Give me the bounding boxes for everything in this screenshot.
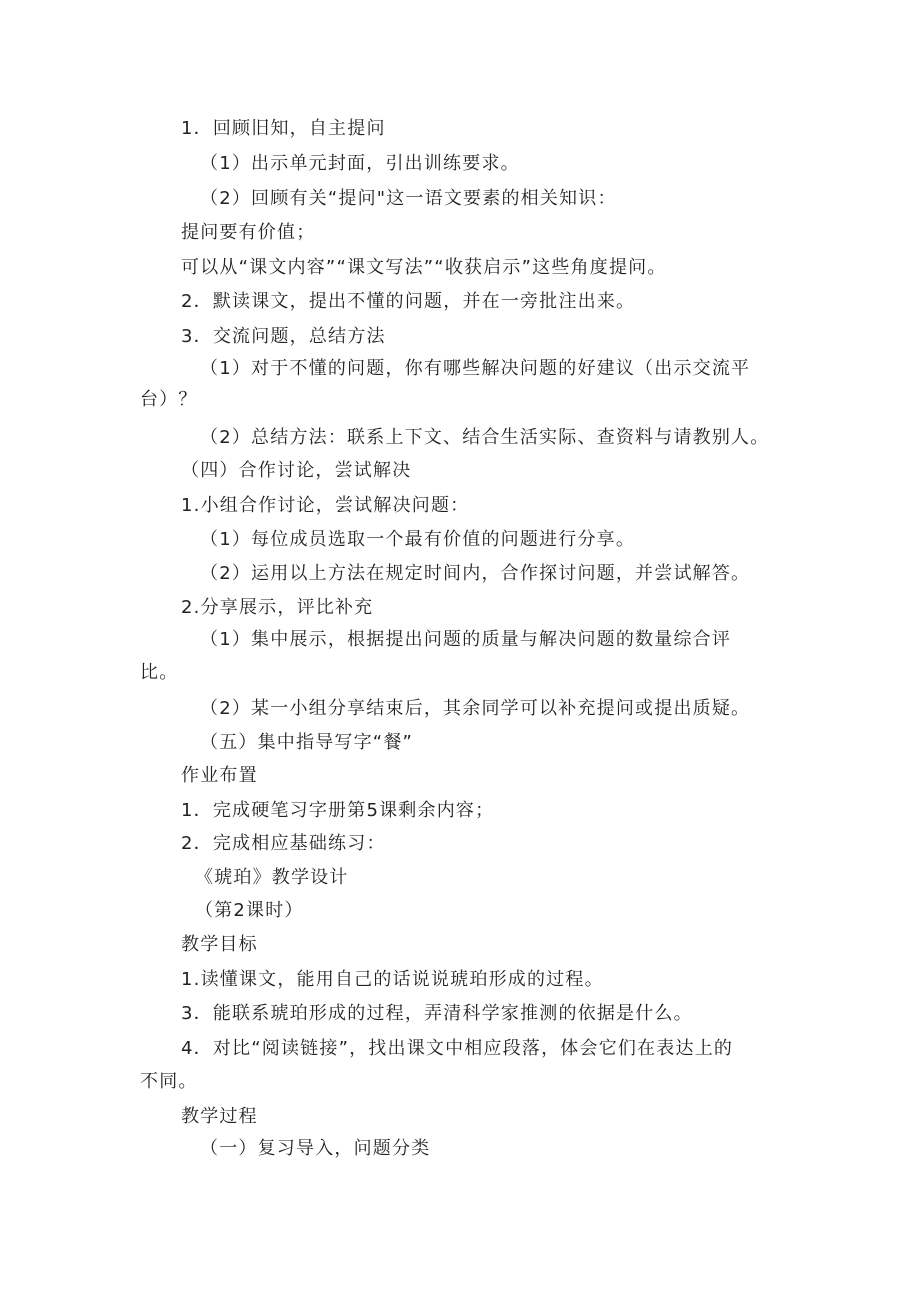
text-line: 2．完成相应基础练习： <box>181 833 386 854</box>
text-line: （1）集中展示，根据提出问题的质量与解决问题的数量综合评 <box>200 629 732 650</box>
text-line: 4．对比“阅读链接”，找出课文中相应段落，体会它们在表达上的 <box>181 1038 734 1059</box>
text-line: （2）回顾有关“提问"这一语文要素的相关知识： <box>200 188 617 209</box>
text-line: （2）总结方法：联系上下文、结合生活实际、查资料与请教别人。 <box>200 427 770 448</box>
text-line: （1）对于不懂的问题，你有哪些解决问题的好建议（出示交流平 <box>200 358 751 379</box>
text-line: 教学过程 <box>181 1106 258 1127</box>
text-line: 比。 <box>140 662 179 683</box>
text-line: 教学目标 <box>181 934 258 955</box>
text-line: 不同。 <box>140 1071 198 1092</box>
text-line: 《琥珀》教学设计 <box>195 867 349 888</box>
text-line: （四）合作讨论，尝试解决 <box>181 460 412 481</box>
text-line: （一）复习导入，问题分类 <box>200 1138 431 1159</box>
text-line: 可以从“课文内容”“课文写法”“收获启示”这些角度提问。 <box>181 257 667 278</box>
text-line: 1．回顾旧知，自主提问 <box>181 118 386 139</box>
text-line: （1）每位成员选取一个最有价值的问题进行分享。 <box>200 529 636 550</box>
text-line: 台）？ <box>140 389 198 410</box>
text-line: 作业布置 <box>181 765 258 786</box>
text-line: 2.分享展示，评比补充 <box>181 597 374 618</box>
text-line: （2）运用以上方法在规定时间内，合作探讨问题，并尝试解答。 <box>200 563 751 584</box>
text-line: （五）集中指导写字“餐” <box>200 732 414 753</box>
text-line: 3．交流问题，总结方法 <box>181 326 386 347</box>
text-line: 1.读懂课文，能用自己的话说说琥珀形成的过程。 <box>181 969 604 990</box>
text-line: （第2课时） <box>195 900 304 921</box>
text-line: 2．默读课文，提出不懂的问题，并在一旁批注出来。 <box>181 291 636 312</box>
text-line: 1．完成硬笔习字册第5课剩余内容； <box>181 800 495 821</box>
text-line: 3．能联系琥珀形成的过程，弄清科学家推测的依据是什么。 <box>181 1003 693 1024</box>
text-line: 1.小组合作讨论，尝试解决问题： <box>181 495 470 516</box>
text-line: 提问要有价值； <box>181 222 316 243</box>
text-line: （1）出示单元封面，引出训练要求。 <box>200 153 520 174</box>
text-line: （2）某一小组分享结束后，其余同学可以补充提问或提出质疑。 <box>200 698 751 719</box>
